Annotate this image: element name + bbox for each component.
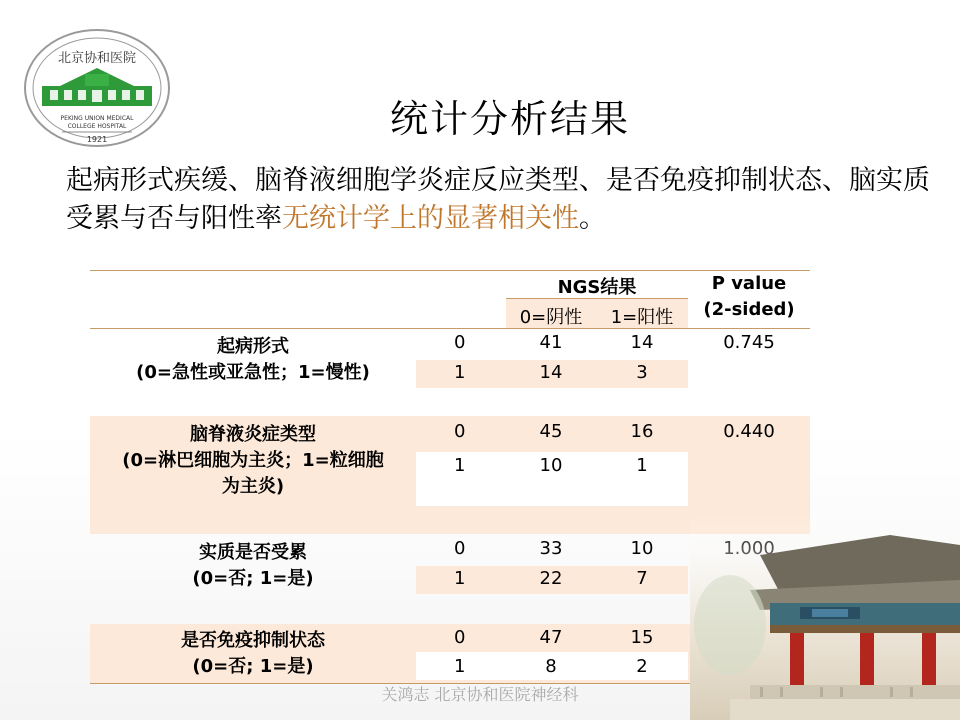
summary-highlight: 无统计学上的显著相关性 [282, 203, 579, 234]
row3-label: 实质是否受累 [199, 542, 307, 563]
row1-pvalue: 0.745 [723, 332, 775, 353]
header-ngs: NGS结果 [557, 277, 637, 298]
row4-neg0: 47 [539, 627, 563, 648]
summary-plain: 起病形式疾缓、脑脊液细胞学炎症反应类型、是否免疫抑制状态、脑实质受累与否与阳性率 [66, 165, 930, 234]
row4-code1: 1 [454, 656, 466, 677]
summary-text [66, 162, 946, 238]
logo-english-line1: PEKING UNION MEDICAL [60, 115, 134, 122]
footer-credit: 关鸿志 北京协和医院神经科 [381, 685, 579, 704]
row1-neg1: 14 [539, 362, 563, 383]
slide-title: 统计分析结果 [390, 97, 631, 141]
row3-pos1: 7 [636, 568, 648, 589]
row4-sublabel: (0=否; 1=是) [192, 656, 314, 677]
row1-pos1: 3 [636, 362, 648, 383]
row2-code0: 0 [454, 421, 466, 442]
row2-pos1: 1 [636, 455, 648, 476]
row3-neg1: 22 [539, 568, 563, 589]
header-bottom-rule [90, 328, 810, 329]
row1-label: 起病形式 [217, 336, 289, 357]
row2-sublabel-cont: 为主炎) [221, 476, 285, 497]
row2-sublabel: (0=淋巴细胞为主炎；1=粒细胞 [122, 450, 384, 471]
row3-sublabel: (0=否; 1=是) [192, 568, 314, 589]
logo-year: 1921 [86, 135, 108, 144]
row2-neg0: 45 [539, 421, 563, 442]
row4-code0: 0 [454, 627, 466, 648]
row4-neg1: 8 [545, 656, 557, 677]
row2-pos0: 16 [630, 421, 654, 442]
row1-pos0: 14 [630, 332, 654, 353]
row2-code1: 1 [454, 455, 466, 476]
logo-chinese-text: 北京协和医院 [57, 51, 137, 66]
row3-neg0: 33 [539, 538, 563, 559]
row1-neg0: 41 [539, 332, 563, 353]
logo-english-line2: COLLEGE HOSPITAL [67, 123, 127, 130]
row4-pos1: 2 [636, 656, 648, 677]
summary-end: 。 [579, 203, 606, 234]
row3-code0: 0 [454, 538, 466, 559]
row2-label: 脑脊液炎症类型 [190, 424, 316, 445]
header-2sided: (2-sided) [703, 299, 795, 320]
hospital-logo [22, 28, 172, 150]
row2-neg1: 10 [539, 455, 563, 476]
row1-sublabel: (0=急性或亚急性；1=慢性) [136, 362, 370, 383]
row4-label: 是否免疫抑制状态 [181, 630, 325, 651]
row2-pvalue: 0.440 [723, 421, 775, 442]
header-pvalue: P value [711, 273, 787, 294]
top-rule [90, 270, 810, 271]
row1-code0: 0 [454, 332, 466, 353]
header-positive: 1=阳性 [610, 307, 674, 328]
header-negative: 0=阴性 [519, 307, 583, 328]
row1-code1: 1 [454, 362, 466, 383]
row4-pos0: 15 [630, 627, 654, 648]
row3-code1: 1 [454, 568, 466, 589]
row3-pos0: 10 [630, 538, 654, 559]
